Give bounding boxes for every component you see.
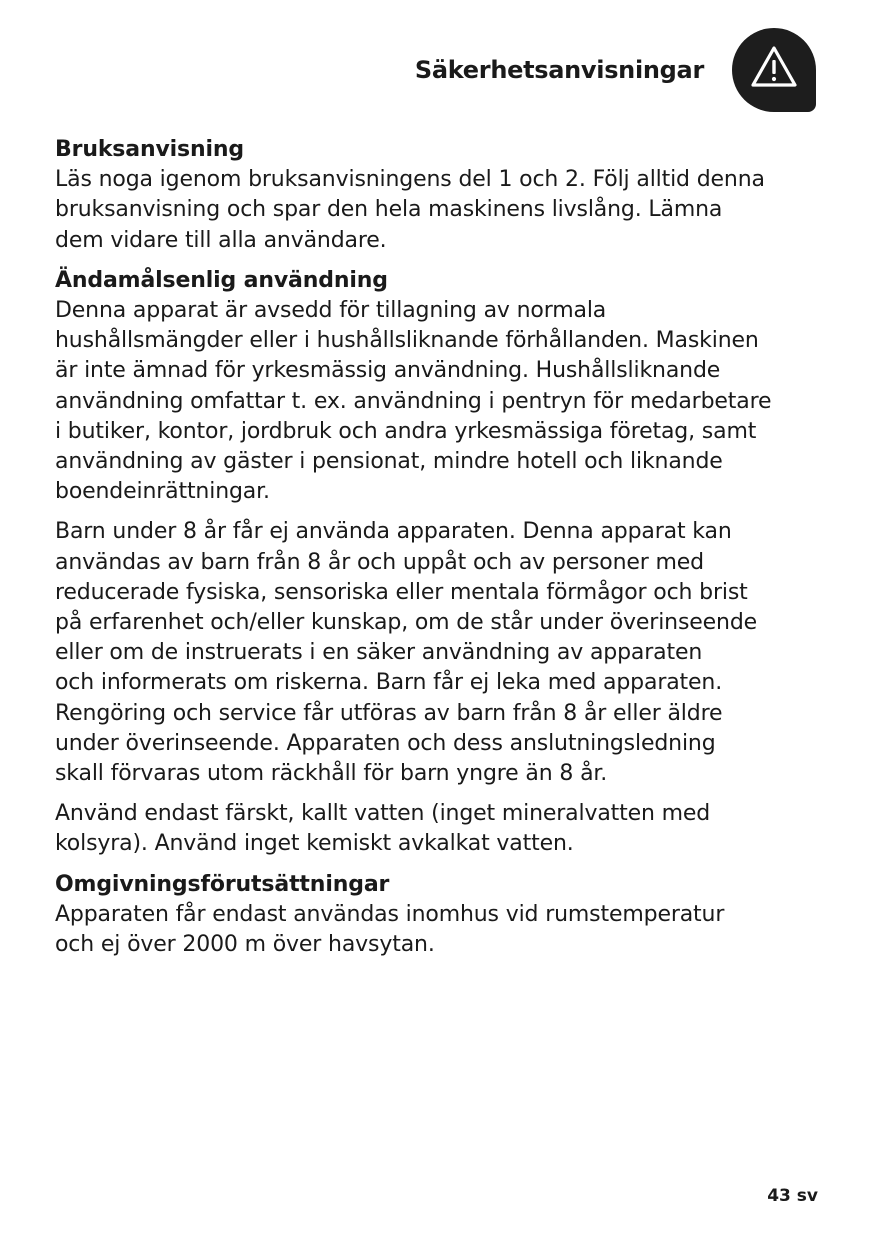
text-line: användas av barn från 8 år och uppåt och av personer med [55, 549, 704, 575]
section-andamalsenlig-anvandning [55, 266, 845, 860]
text-line: kolsyra). Använd inget kemiskt avkalkat vatten. [55, 831, 574, 857]
section-bruksanvisning [55, 135, 845, 256]
text-line: boendeinrättningar. [55, 479, 270, 505]
text-line: på erfarenhet och/eller kunskap, om de står under överinseende [55, 610, 758, 636]
text-line: reducerade fysiska, sensoriska eller mentala förmågor och brist [55, 579, 748, 605]
text-line: och ej över 2000 m över havsytan. [55, 932, 435, 958]
section-omgivningsforutsattningar [55, 870, 845, 961]
page-footer [767, 1186, 818, 1206]
text-line: under överinseende. Apparaten och dess anslutningsledning [55, 730, 716, 756]
section-heading: Omgivningsförutsättningar [55, 871, 390, 897]
text-line: i butiker, kontor, jordbruk och andra yrkesmässiga företag, samt [55, 418, 757, 444]
text-line: Använd endast färskt, kallt vatten (inget mineralvatten med [55, 801, 711, 827]
page-number: 43 [767, 1186, 791, 1206]
text-line: användning omfattar t. ex. användning i pentryn för medarbetare [55, 388, 772, 414]
text-line: och informerats om riskerna. Barn får ej leka med apparaten. [55, 670, 723, 696]
text-line: dem vidare till alla användare. [55, 227, 387, 253]
paragraph [55, 517, 845, 789]
text-line: användning av gäster i pensionat, mindre hotell och liknande [55, 449, 723, 475]
text-line: eller om de instruerats i en säker användning av apparaten [55, 640, 703, 666]
safety-content [55, 135, 845, 970]
text-line: hushållsmängder eller i hushållsliknande förhållanden. Maskinen [55, 328, 759, 354]
text-line: bruksanvisning och spar den hela maskinens livslång. Lämna [55, 197, 723, 223]
text-line: Apparaten får endast användas inomhus vid rumstemperatur [55, 901, 725, 927]
warning-badge [732, 28, 816, 112]
text-line: skall förvaras utom räckhåll för barn yngre än 8 år. [55, 761, 608, 787]
section-heading: Bruksanvisning [55, 137, 245, 162]
paragraph [55, 900, 845, 960]
text-line: är inte ämnad för yrkesmässig användning. Hushållsliknande [55, 358, 721, 384]
section-heading: Ändamålsenlig användning [55, 267, 388, 293]
language-code: sv [796, 1186, 818, 1206]
paragraph [55, 296, 845, 507]
text-line: Läs noga igenom bruksanvisningens del 1 och 2. Följ alltid denna [55, 167, 765, 193]
page-title: Säkerhetsanvisningar [414, 56, 704, 84]
text-line: Denna apparat är avsedd för tillagning av normala [55, 298, 607, 324]
warning-triangle-icon [749, 44, 799, 90]
paragraph [55, 799, 845, 859]
text-line: Rengöring och service får utföras av barn från 8 år eller äldre [55, 700, 723, 726]
paragraph [55, 165, 845, 256]
text-line: Barn under 8 år får ej använda apparaten. Denna apparat kan [55, 519, 732, 545]
